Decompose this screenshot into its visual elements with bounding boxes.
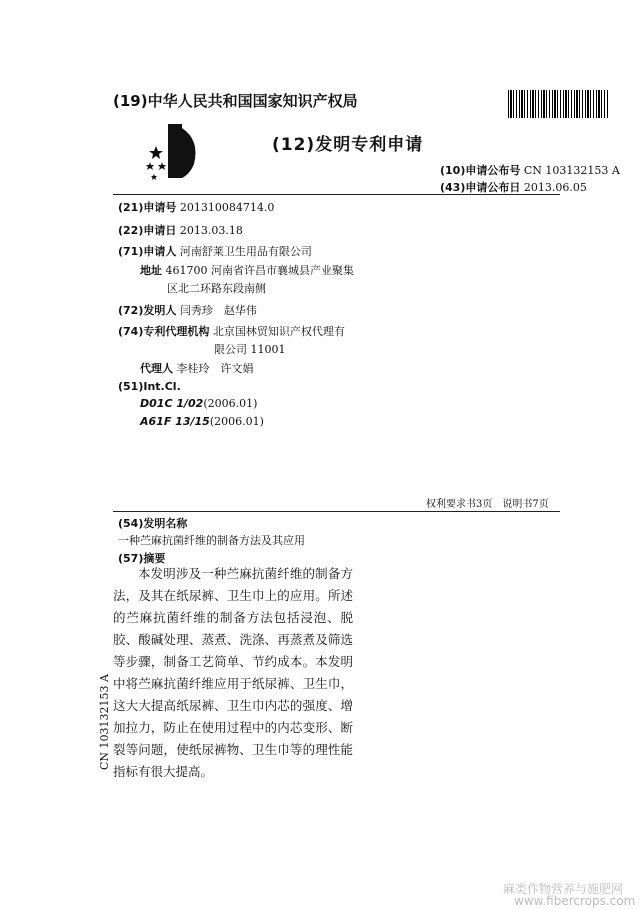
header-divider xyxy=(113,194,560,195)
abstract-label: (57)摘要 xyxy=(118,552,166,565)
pages-info: 权利要求书3页 说明书7页 xyxy=(426,499,549,510)
title-label: (54)发明名称 xyxy=(118,517,188,530)
ipc2-version: (2006.01) xyxy=(209,415,264,428)
pub-number-label: (10)申请公布号 xyxy=(440,164,521,177)
cnipa-logo xyxy=(142,120,202,182)
watermark-site-name: 麻类作物营养与施肥网 xyxy=(503,882,624,896)
agency-line2: 限公司 11001 xyxy=(214,343,286,356)
address-line1: 461700 河南省许昌市襄城县产业聚集 xyxy=(165,264,354,277)
app-no-label: (21)申请号 xyxy=(118,201,177,214)
pub-number: CN 103132153 A xyxy=(523,164,620,177)
app-no: 201310084714.0 xyxy=(179,201,275,214)
app-date-label: (22)申请日 xyxy=(118,224,177,237)
agency-line1: 北京国林贸知识产权代理有 xyxy=(212,325,345,338)
agents: 李桂玲 许文娟 xyxy=(176,362,254,375)
side-publication-number: CN 103132153 A xyxy=(98,674,111,770)
abstract-text: 本发明涉及一种苎麻抗菌纤维的制备方法，及其在纸尿裤、卫生巾上的应用。所述的苎麻抗菌纤维的制备方法包括浸泡、脱胶、酸碱处理、蒸煮、洗涤、再蒸煮及筛选等步骤，制备工艺简单、节约成本。本发明中将苎麻抗菌纤维应用于纸尿裤、卫生巾，这大大提高纸尿裤、卫生巾内芯的强度、增加拉力，防止在使用过程中的内芯变形、断裂等问题，使纸尿裤物、卫生巾等的理性能指标有很大提高。 xyxy=(113,566,353,779)
agent-label: 代理人 xyxy=(140,362,173,375)
invention-title: 一种苎麻抗菌纤维的制备方法及其应用 xyxy=(118,534,305,547)
intcl-label: (51)Int.Cl. xyxy=(118,380,181,393)
app-date: 2013.03.18 xyxy=(179,224,243,237)
agency-label: (74)专利代理机构 xyxy=(118,325,210,338)
watermark-site-url: www.fibercrops.com xyxy=(514,894,636,908)
applicant-label: (71)申请人 xyxy=(118,245,177,258)
ipc1-code: D01C 1/02 xyxy=(140,397,204,410)
ipc1-version: (2006.01) xyxy=(203,397,258,410)
applicant: 河南舒莱卫生用品有限公司 xyxy=(179,245,312,258)
address-line2: 区北二环路东段南侧 xyxy=(167,282,266,295)
address-label: 地址 xyxy=(140,264,162,277)
document-type: (12)发明专利申请 xyxy=(272,135,424,155)
office-name: (19)中华人民共和国国家知识产权局 xyxy=(113,92,358,110)
barcode xyxy=(508,90,608,118)
inventor-label: (72)发明人 xyxy=(118,304,177,317)
inventors: 闫秀珍 赵华伟 xyxy=(179,304,257,317)
fields-divider xyxy=(113,511,560,512)
pub-date-label: (43)申请公布日 xyxy=(440,181,521,194)
ipc2-code: A61F 13/15 xyxy=(140,415,210,428)
pub-date: 2013.06.05 xyxy=(523,181,587,194)
